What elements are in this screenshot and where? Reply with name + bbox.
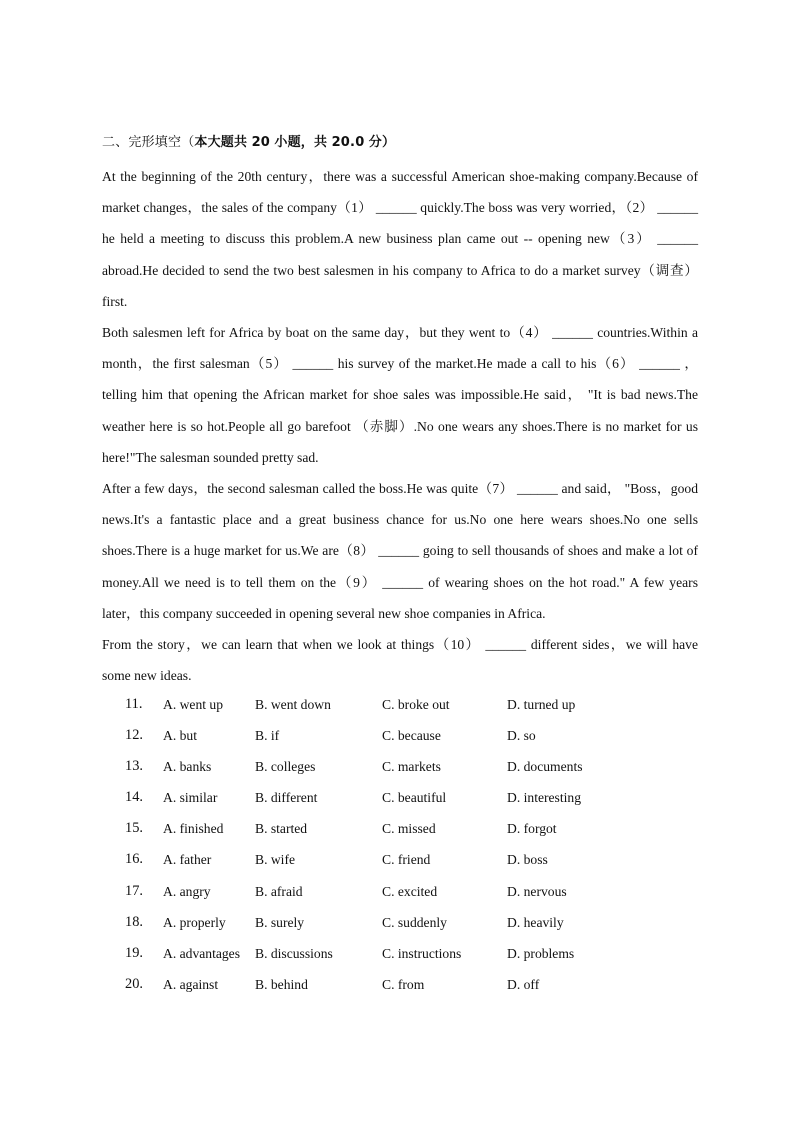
question-number: 20. — [125, 975, 143, 992]
question-row-11 — [125, 690, 645, 721]
option-c: C. missed — [382, 821, 436, 837]
option-a: A. properly — [163, 914, 226, 930]
option-a: A. angry — [163, 883, 211, 899]
section-title-suffix: 分） — [368, 135, 396, 150]
option-b: B. surely — [255, 914, 305, 930]
question-number: 14. — [125, 789, 143, 806]
option-b: B. started — [255, 821, 308, 837]
option-a: A. banks — [163, 759, 212, 775]
option-c: C. broke out — [382, 697, 450, 712]
question-row-15 — [125, 814, 645, 845]
option-c: C. instructions — [382, 945, 462, 961]
question-row-20 — [125, 970, 645, 1001]
option-a: A. father — [163, 852, 212, 868]
question-number: 18. — [125, 913, 143, 930]
option-a: A. but — [163, 728, 197, 744]
option-c: C. markets — [382, 759, 441, 775]
option-d: D. interesting — [507, 790, 581, 806]
question-row-14 — [125, 783, 645, 814]
option-b: B. wife — [255, 852, 296, 868]
option-a: A. similar — [163, 790, 218, 806]
passage-paragraph: After a few days，the second salesman called the boss.He was quite（7） ______ and said， "Boss，good news.It's a fantastic place and a great business chance for us.No one here wears shoes.No one sells shoes.There is a huge market for us.We are（8） ______ going to sell thousands of shoes and make a lot of money.All we need is to tell them on the（9） ______ of wearing shoes on the hot road." A few years later，this company succeeded in opening several new shoe companies in Africa. — [102, 481, 698, 621]
option-b: B. went down — [255, 697, 331, 712]
option-d: D. so — [507, 728, 536, 744]
option-d: D. problems — [507, 945, 575, 961]
answer-options-list — [125, 690, 645, 1001]
question-row-12 — [125, 721, 645, 752]
question-row-19 — [125, 939, 645, 970]
question-row-16 — [125, 845, 645, 876]
question-number: 13. — [125, 758, 143, 775]
option-a: A. finished — [163, 821, 224, 837]
option-d: D. turned up — [507, 697, 576, 712]
option-c: C. from — [382, 976, 425, 992]
section-title-count: 20 — [251, 135, 271, 150]
question-number: 11. — [125, 696, 143, 712]
question-row-13 — [125, 752, 645, 783]
option-b: B. colleges — [255, 759, 316, 775]
section-title-score: 20.0 — [331, 135, 365, 150]
question-number: 16. — [125, 851, 143, 868]
passage-paragraph: From the story，we can learn that when we look at things（10） ______ different sides，we will have some new ideas. — [102, 637, 698, 684]
option-c: C. because — [382, 728, 441, 744]
option-a: A. against — [163, 976, 219, 992]
option-a: A. advantages — [163, 945, 241, 961]
option-d: D. heavily — [507, 914, 564, 930]
option-c: C. excited — [382, 883, 438, 899]
option-d: D. forgot — [507, 821, 557, 837]
option-b: B. different — [255, 790, 318, 806]
question-number: 19. — [125, 944, 143, 961]
option-d: D. boss — [507, 852, 548, 868]
question-number: 17. — [125, 882, 143, 899]
question-row-17 — [125, 877, 645, 908]
option-c: C. suddenly — [382, 914, 447, 930]
option-b: B. discussions — [255, 945, 333, 961]
question-number: 12. — [125, 727, 143, 744]
passage-paragraph: Both salesmen left for Africa by boat on the same day，but they went to（4） ______ countries.Within a month，the first salesman（5） ______ his survey of the market.He made a call to his（6） ______ ，telling him that opening the African market for shoe sales was impossible.He said， "It is bad news.The weather here is so hot.People all go barefoot （赤脚）.No one wears any shoes.There is no market for us here!"The salesman sounded pretty sad. — [102, 325, 698, 465]
option-d: D. documents — [507, 759, 583, 775]
question-number: 15. — [125, 820, 143, 837]
section-title-prefix: 二、完形填空（ — [102, 135, 195, 150]
option-c: C. beautiful — [382, 790, 447, 806]
option-c: C. friend — [382, 852, 431, 868]
passage-paragraph: At the beginning of the 20th century，there was a successful American shoe-making company.Because of market changes，the sales of the company（1） ______ quickly.The boss was very worried，（2） ______ he held a meeting to discuss this problem.A new business plan came out -- opening new（3） ______ abroad.He decided to send the two best salesmen in his company to Africa to do a market survey（调查） first. — [102, 169, 698, 309]
section-title-score-label: 小题，共 — [274, 135, 328, 150]
section-title-count-label: 本大题共 — [194, 135, 248, 150]
section-title — [102, 133, 395, 153]
option-b: B. afraid — [255, 883, 303, 899]
option-b: B. behind — [255, 976, 308, 992]
option-d: D. nervous — [507, 883, 567, 899]
question-row-18 — [125, 908, 645, 939]
option-b: B. if — [255, 728, 280, 744]
cloze-passage — [102, 161, 698, 691]
option-d: D. off — [507, 976, 540, 992]
option-a: A. went up — [163, 697, 224, 712]
